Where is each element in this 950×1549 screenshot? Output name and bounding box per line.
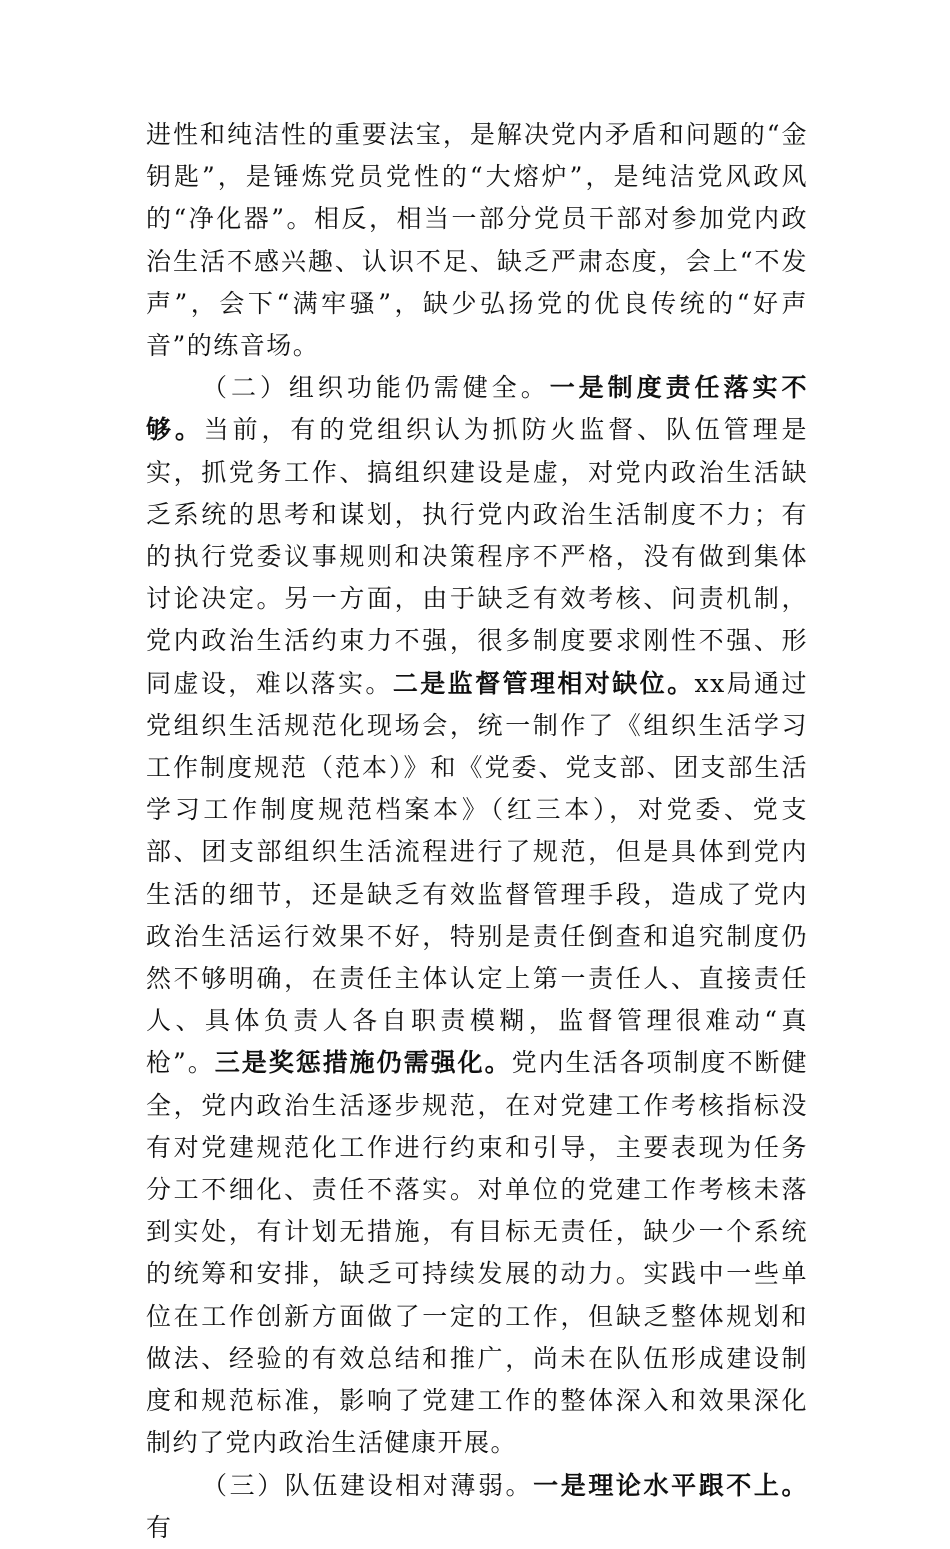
section-two-paragraph [146, 367, 808, 1464]
point-title: 一是理论水平跟不上。 [533, 1470, 808, 1500]
point-title: 二是监督管理相对缺位。 [392, 668, 695, 698]
section-heading: （三）队伍建设相对薄弱。 [202, 1470, 534, 1500]
point-title: 一是制度责任落实不够。 [146, 373, 808, 445]
section-heading: （二）组织功能仍需健全。 [202, 373, 550, 403]
body-text: 当前，有的党组织认为抓防火监督、队伍管理是实，抓党务工作、搞组织建设是虚，对党内政治生活缺乏系统的思考和谋划，执行党内政治生活制度不力；有的执行党委议事规则和决策程序不严格，没有做到集体讨论决定。另一方面，由于缺乏有效考核、问责机制，党内政治生活约束力不强，很多制度要求刚性不强、形同虚设，难以落实。 [146, 415, 808, 698]
body-text: 有 [146, 1512, 173, 1542]
body-text: 党内生活各项制度不断健全，党内政治生活逐步规范，在对党建工作考核指标没有对党建规范化工作进行约束和引导，主要表现为任务分工不细化、责任不落实。对单位的党建工作考核未落到实处，有计划无措施，有目标无责任，缺少一个系统的统筹和安排，缺乏可持续发展的动力。实践中一些单位在工作创新方面做了一定的工作，但缺乏整体规划和做法、经验的有效总结和推广，尚未在队伍形成建设制度和规范标准，影响了党建工作的整体深入和效果深化制约了党内政治生活健康开展。 [146, 1048, 808, 1458]
point-title: 三是奖惩措施仍需强化。 [214, 1048, 512, 1078]
paragraph-continuation [146, 114, 808, 367]
body-text: 进性和纯洁性的重要法宝，是解决党内矛盾和问题的“金钥匙”，是锤炼党员党性的“大熔炉”，是纯洁党风政风的“净化器”。相反，相当一部分党员干部对参加党内政治生活不感兴趣、认识不足、缺乏严肃态度，会上“不发声”，会下“满牢骚”，缺少弘扬党的优良传统的“好声音”的练音场。 [146, 120, 808, 361]
section-three-paragraph [146, 1465, 808, 1549]
document-page [146, 114, 808, 1549]
body-text: xx局通过党组织生活规范化现场会，统一制作了《组织生活学习工作制度规范（范本）》和《党委、党支部、团支部生活学习工作制度规范档案本》（红三本），对党委、党支部、团支部组织生活流程进行了规范，但是具体到党内生活的细节，还是缺乏有效监督管理手段，造成了党内政治生活运行效果不好，特别是责任倒查和追究制度仍然不够明确，在责任主体认定上第一责任人、直接责任人、具体负责人各自职责模糊，监督管理很难动“真枪”。 [146, 668, 808, 1078]
